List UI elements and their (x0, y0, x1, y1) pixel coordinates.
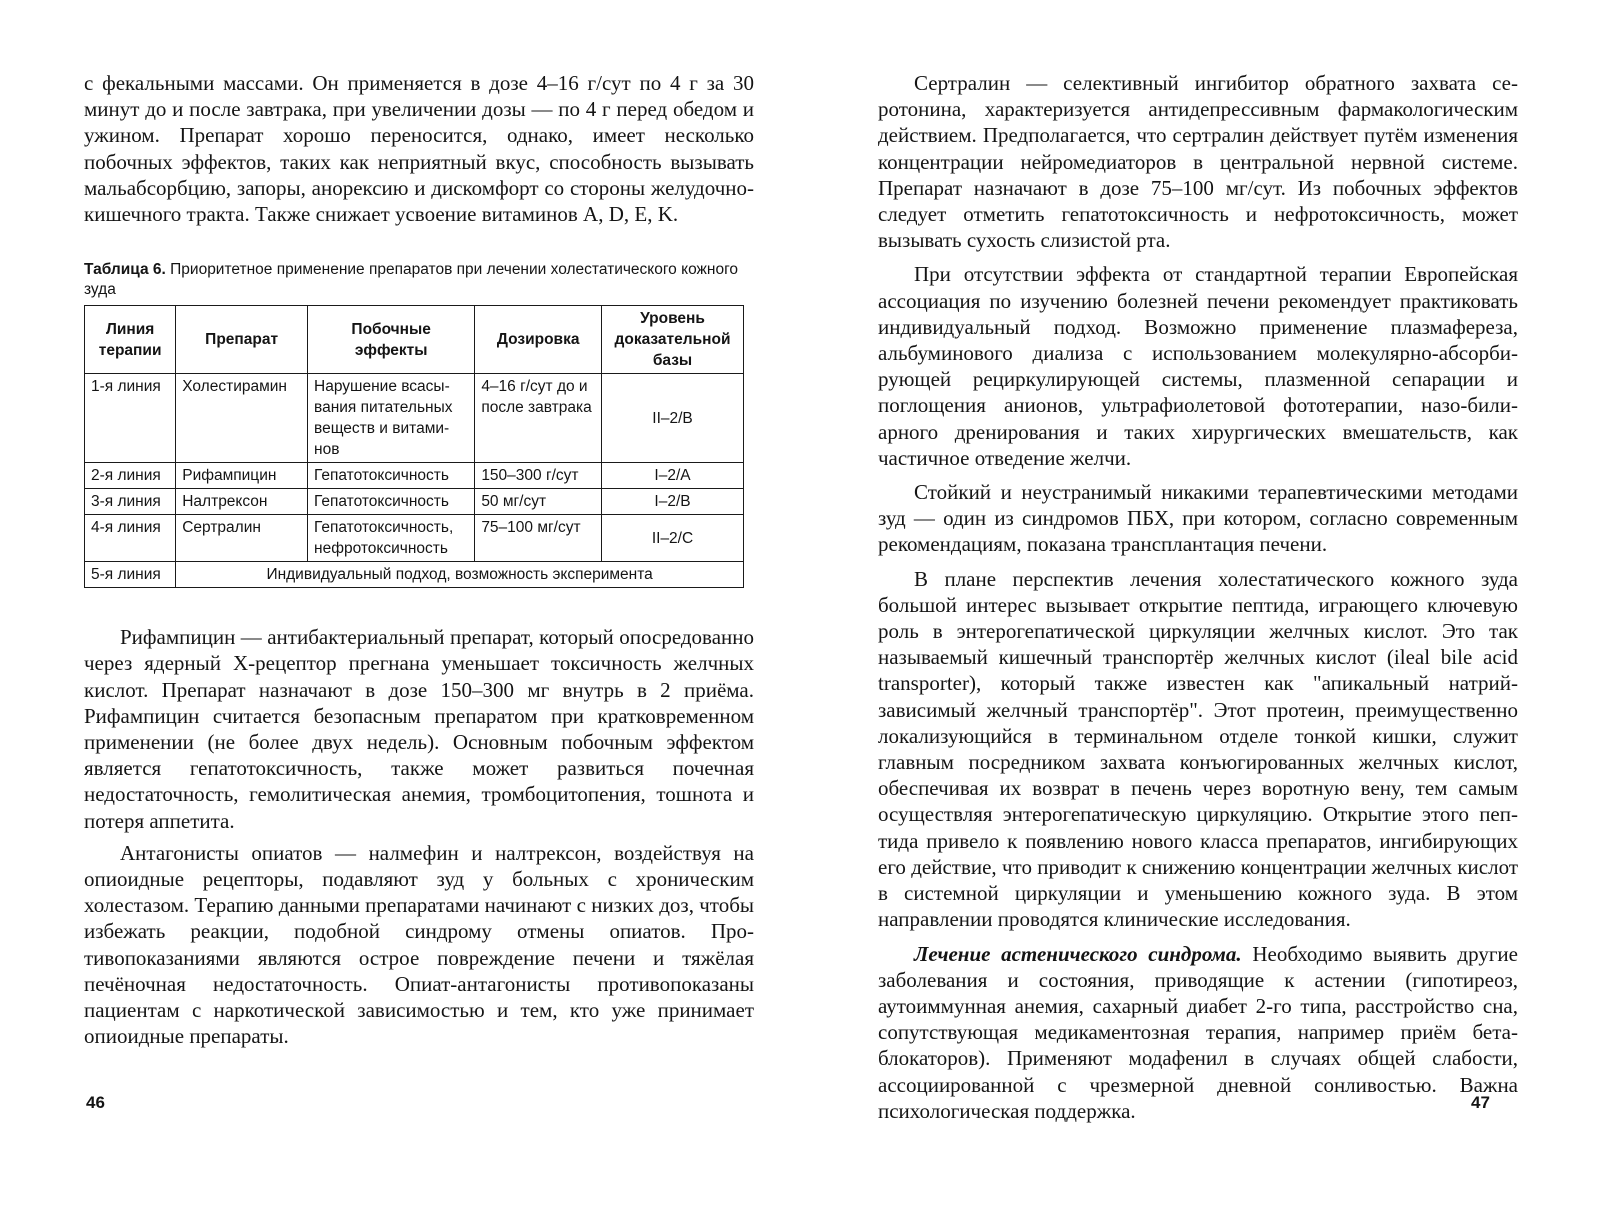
table-header-cell: Препарат (176, 306, 308, 374)
table-cell: 2-я линия (85, 463, 176, 489)
table-cell: II–2/C (602, 515, 744, 562)
table-header-cell: Уровень доказательной базы (602, 306, 744, 374)
right-text-column (878, 70, 1518, 1124)
right-paragraph-2: При отсутствии эффекта от стандартной терапии Европейская ассоциация по изучению болезней печени рекомендует практиковать индивидуальный подход. Возможно применение плазмафереза, альбуминового диализа с использованием молекулярно-абсорбирующей рециркулирующей системы, плазменной сепарации и поглощения анионов, ультрафиолетовой фототерапии, назо-билиарного дренирования и таких хирургических вмешательств, как частичное отведение желчи. (878, 262, 1518, 470)
table-cell: Нарушение всасывания питательных веществ и витаминов (308, 374, 475, 463)
table-cell: Рифампицин (176, 463, 308, 489)
left-text-column (84, 70, 754, 1049)
table-header-cell: Дозировка (475, 306, 602, 374)
table-row (85, 463, 744, 489)
right-paragraph-5 (878, 941, 1518, 1124)
right-paragraph-4: В плане перспектив лечения холестатического кожного зуда большой интерес вызывает открытие пептида, играющего ключевую роль в энтерогепатической циркуляции желчных кислот. Это так называемый кишечный транспортёр желчных кислот (ileal bile acid transporter), который также известен как "апикальный натрий-зависимый желчный транспортёр". Этот протеин, преимущественно локализующийся в терминальном отделе тонкой кишки, служит главным посредником захвата конъюгированных желчных кислот, обеспечивая их возврат в печень через воротную вену, тем самым осуществляя энтерогепатическую циркуляцию. Открытие этого пептида привело к появлению нового класса препаратов, ингибирующих его действие, что приводит к снижению концентрации желчных кислот в системной циркуляции и уменьшению кожного зуда. В этом направлении проводятся клинические исследования. (878, 566, 1518, 932)
table-caption (84, 260, 754, 300)
table-cell: 150–300 г/сут (475, 463, 602, 489)
table-row (85, 562, 744, 588)
table-row (85, 515, 744, 562)
table-cell: I–2/A (602, 463, 744, 489)
table-header-cell: Побочные эффекты (308, 306, 475, 374)
left-paragraph-1: с фекальными массами. Он применяется в дозе 4–16 г/сут по 4 г за 30 минут до и после завтрака, при увеличении дозы — по 4 г перед обедом и ужином. Препарат хорошо переносится, однако, имеет несколько побочных эффектов, таких как неприятный вкус, способность вызывать мальабсорбцию, запоры, анорексию и дискомфорт со стороны желудочно-кишечного тракта. Также снижает усвоение витаминов A, D, E, K. (84, 71, 754, 227)
table-merged-cell: Индивидуальный подход, возможность эксперимента (176, 562, 744, 588)
table-caption-text: Приоритетное применение препаратов при лечении холестатического кожного зуда (84, 261, 738, 299)
table-cell: Сертралин (176, 515, 308, 562)
right-paragraph-5-text: Необходимо выявить другие заболевания и состояния, приводящие к астении (гипотиреоз, аутоиммунная анемия, сахарный диабет 2-го типа, расстройство сна, сопутствующая медикаментозная терапия, например приём бета-блокаторов). Применяют модафенил в случаях общей слабости, ассоциированной с чрезмерной дневной сонливостью. Важна психологическая поддержка. (878, 941, 1518, 1123)
left-paragraph-3: Антагонисты опиатов — налмефин и налтрексон, воздействуя на опиоидные рецепторы, подавляют зуд у больных с хроническим холестазом. Терапию данными препаратами начинают с низких доз, чтобы избежать реакции, подобной синдрому отмены опиатов. Противопоказаниями являются острое повреждение печени и тяжёлая печёночная недостаточность. Опиат-антагонисты противопоказаны пациентам с наркотической зависимостью и тем, кто уже принимает опиоидные препараты. (84, 840, 754, 1049)
right-paragraph-3: Стойкий и неустранимый никакими терапевтическими методами зуд — один из синдромов ПБХ, при котором, согласно современным рекомендациям, показана трансплантация печени. (878, 480, 1518, 557)
table-cell: II–2/B (602, 374, 744, 463)
table-cell: Гепатотоксичность, нефротоксичность (308, 515, 475, 562)
left-paragraph-2: Рифампицин — антибактериальный препарат, который опосредованно через ядерный Х-рецептор прегнана уменьшает токсичность желчных кислот. Препарат назначают в дозе 150–300 мг внутрь в 2 приёма. Рифампицин считается безопасным препаратом при кратковременном применении (не более двух недель). Основным побочным эффектом является гепатотоксичность, также может развиться почечная недостаточность, гемолитическая анемия, тромбоцитопения, тошнота и потеря аппетита. (84, 625, 754, 833)
table-header-row (85, 306, 744, 374)
table-cell: Холестирамин (176, 374, 308, 463)
table-row (85, 489, 744, 515)
table-cell: 5-я линия (85, 562, 176, 588)
table-cell: 75–100 мг/сут (475, 515, 602, 562)
table-cell: 3-я линия (85, 489, 176, 515)
table-cell: 50 мг/сут (475, 489, 602, 515)
page-number-right: 47 (1471, 1093, 1490, 1112)
table-cell: 1-я линия (85, 374, 176, 463)
right-page (800, 0, 1601, 1219)
table-row (85, 374, 744, 463)
table-cell: I–2/B (602, 489, 744, 515)
table-header-cell: Линия терапии (85, 306, 176, 374)
right-paragraph-1: Сертралин — селективный ингибитор обратного захвата серотонина, характеризуется антидепрессивным фармакологическим действием. Предполагается, что сертралин действует путём изменения концентрации нейромедиаторов в центральной нервной системе. Препарат назначают в дозе 75–100 мг/сут. Из побочных эффектов следует отметить гепатотоксичность и нефротоксичность, может вызывать сухость слизистой рта. (878, 71, 1518, 253)
table-cell: 4–16 г/сут до и после завтрака (475, 374, 602, 463)
table-cell: Гепатотоксичность (308, 489, 475, 515)
table-caption-label: Таблица 6. (84, 261, 166, 279)
therapy-table (84, 305, 744, 588)
table-cell: Налтрексон (176, 489, 308, 515)
table-cell: Гепатотоксичность (308, 463, 475, 489)
page-number-left: 46 (86, 1093, 105, 1112)
section-heading-inline: Лечение астенического синдрома. (914, 941, 1242, 966)
left-page (0, 0, 800, 1219)
table-cell: 4-я линия (85, 515, 176, 562)
